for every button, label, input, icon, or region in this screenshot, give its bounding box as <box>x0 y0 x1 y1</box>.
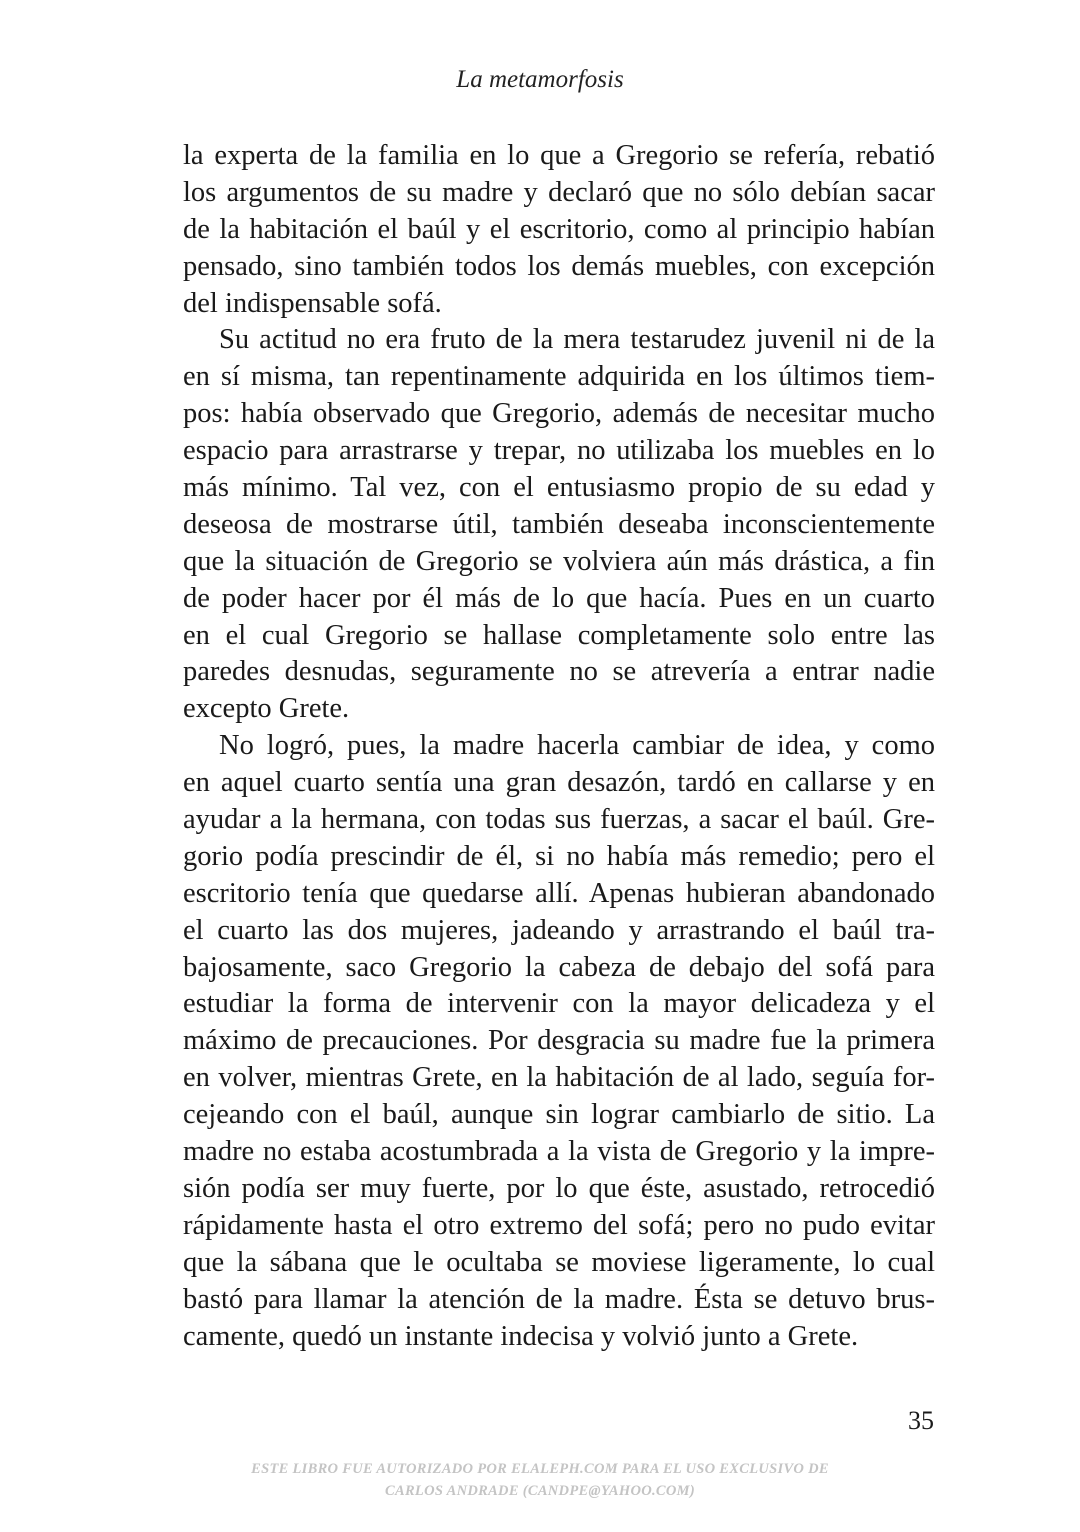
text-line: Su actitud no era fruto de la mera testarudez juvenil ni de la <box>219 324 935 356</box>
text-line: más mínimo. Tal vez, con el entusiasmo propio de su edad y <box>183 472 935 504</box>
text-line: máximo de precauciones. Por desgracia su madre fue la primera <box>183 1025 935 1057</box>
paragraph <box>183 138 935 322</box>
text-line: cejeando con el baúl, aunque sin lograr cambiarlo de sitio. La <box>183 1099 935 1131</box>
text-line: ayudar a la hermana, con todas sus fuerzas, a sacar el baúl. Gre- <box>183 804 935 836</box>
license-notice-line-1: ESTE LIBRO FUE AUTORIZADO POR ELALEPH.COM PARA EL USO EXCLUSIVO DE <box>251 1461 829 1477</box>
text-line: sión podía ser muy fuerte, por lo que éste, asustado, retrocedió <box>183 1172 935 1204</box>
text-line: paredes desnudas, seguramente no se atrevería a entrar nadie <box>183 656 935 688</box>
license-notice <box>0 1458 1080 1502</box>
text-line: bastó para llamar la atención de la madre. Ésta se detuvo brus- <box>183 1283 935 1315</box>
text-line: rápidamente hasta el otro extremo del sofá; pero no pudo evitar <box>183 1209 935 1241</box>
running-title: La metamorfosis <box>456 66 624 93</box>
text-line: deseosa de mostrarse útil, también deseaba inconscientemente <box>183 508 935 540</box>
text-line: madre no estaba acostumbrada a la vista de Gregorio y la impre- <box>183 1136 935 1168</box>
text-line: la experta de la familia en lo que a Gregorio se refería, rebatió <box>183 140 935 171</box>
text-line: estudiar la forma de intervenir con la mayor delicadeza y el <box>183 988 935 1020</box>
text-line: del indispensable sofá. <box>183 287 442 319</box>
text-line: gorio podía prescindir de él, si no había más remedio; pero el <box>183 840 935 872</box>
text-line: que la situación de Gregorio se volviera aún más drástica, a fin <box>183 545 935 577</box>
text-line: el cuarto las dos mujeres, jadeando y arrastrando el baúl tra- <box>183 914 935 946</box>
license-notice-line-2: CARLOS ANDRADE (CANDPE@YAHOO.COM) <box>385 1483 695 1499</box>
body-text <box>183 138 935 1355</box>
text-line: en aquel cuarto sentía una gran desazón, tardó en callarse y en <box>183 767 935 799</box>
page-number: 35 <box>908 1406 934 1435</box>
text-line: No logró, pues, la madre hacerla cambiar de idea, y como <box>219 730 935 762</box>
text-line: camente, quedó un instante indecisa y volvió junto a Grete. <box>183 1320 859 1352</box>
text-line: en volver, mientras Grete, en la habitación de al lado, seguía for- <box>183 1062 935 1094</box>
paragraph <box>183 322 935 728</box>
text-line: excepto Grete. <box>183 693 350 725</box>
text-line: los argumentos de su madre y declaró que no sólo debían sacar <box>183 176 935 208</box>
text-line: bajosamente, saco Gregorio la cabeza de debajo del sofá para <box>183 951 935 983</box>
paragraph <box>183 728 935 1355</box>
text-line: en el cual Gregorio se hallase completamente solo entre las <box>183 619 935 651</box>
text-line: pensado, sino también todos los demás muebles, con excepción <box>183 250 935 282</box>
text-line: escritorio tenía que quedarse allí. Apenas hubieran abandonado <box>183 877 935 909</box>
text-line: en sí misma, tan repentinamente adquirida en los últimos tiem- <box>183 361 935 393</box>
text-line: de poder hacer por él más de lo que hacía. Pues en un cuarto <box>183 582 935 614</box>
text-line: pos: había observado que Gregorio, además de necesitar mucho <box>183 398 935 430</box>
text-line: de la habitación el baúl y el escritorio, como al principio habían <box>183 213 935 245</box>
text-line: espacio para arrastrarse y trepar, no utilizaba los muebles en lo <box>183 435 935 467</box>
text-line: que la sábana que le ocultaba se moviese ligeramente, lo cual <box>183 1246 935 1278</box>
